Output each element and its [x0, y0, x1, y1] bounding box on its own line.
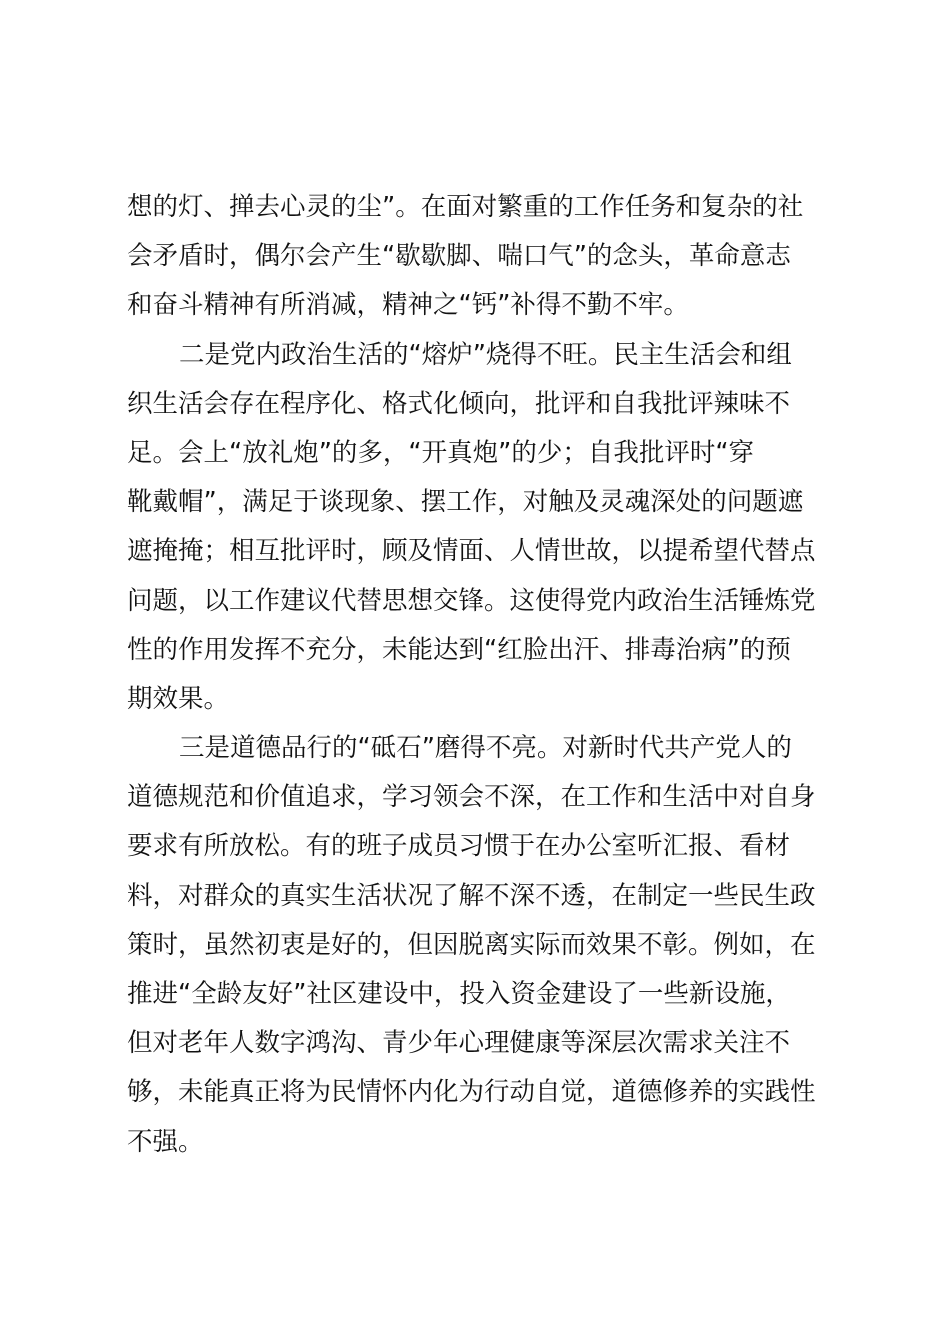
text-line: 不强。 [127, 1126, 204, 1157]
text-line: 策时，虽然初衷是好的，但因脱离实际而效果不彰。例如，在 [127, 929, 816, 960]
paragraph-point-three [127, 724, 833, 1167]
text-line: 遮掩掩；相互批评时，顾及情面、人情世故，以提希望代替点 [127, 536, 816, 567]
text-line: 期效果。 [127, 683, 230, 714]
text-line: 道德规范和价值追求，学习领会不深，在工作和生活中对自身 [127, 782, 816, 813]
text-line: 会矛盾时，偶尔会产生“歇歇脚、喘口气”的念头，革命意志 [127, 241, 791, 272]
text-line: 问题，以工作建议代替思想交锋。这使得党内政治生活锤炼党 [127, 585, 816, 616]
text-line: 足。会上“放礼炮”的多，“开真炮”的少；自我批评时“穿 [127, 437, 755, 468]
text-line: 要求有所放松。有的班子成员习惯于在办公室听汇报、看材 [127, 831, 791, 862]
text-line: 够，未能真正将为民情怀内化为行动自觉，道德修养的实践性 [127, 1077, 816, 1108]
text-line: 料，对群众的真实生活状况了解不深不透，在制定一些民生政 [127, 880, 816, 911]
text-line-indented: 二是党内政治生活的“熔炉”烧得不旺。民主生活会和组 [179, 339, 792, 370]
text-line: 想的灯、掸去心灵的尘”。在面对繁重的工作任务和复杂的社 [127, 192, 804, 222]
document-page [127, 183, 833, 1167]
text-line: 推进“全龄友好”社区建设中，投入资金建设了一些新设施， [127, 979, 791, 1009]
paragraph-continuation [127, 183, 833, 331]
text-line: 但对老年人数字鸿沟、青少年心理健康等深层次需求关注不 [127, 1028, 791, 1059]
text-line: 织生活会存在程序化、格式化倾向，批评和自我批评辣味不 [127, 388, 791, 419]
text-line: 性的作用发挥不充分，未能达到“红脸出汗、排毒治病”的预 [127, 634, 791, 665]
paragraph-point-two [127, 331, 833, 725]
text-line: 和奋斗精神有所消减，精神之“钙”补得不勤不牢。 [127, 290, 689, 321]
text-line-indented: 三是道德品行的“砥石”磨得不亮。对新时代共产党人的 [179, 733, 792, 764]
text-line: 靴戴帽”，满足于谈现象、摆工作，对触及灵魂深处的问题遮 [127, 487, 804, 518]
